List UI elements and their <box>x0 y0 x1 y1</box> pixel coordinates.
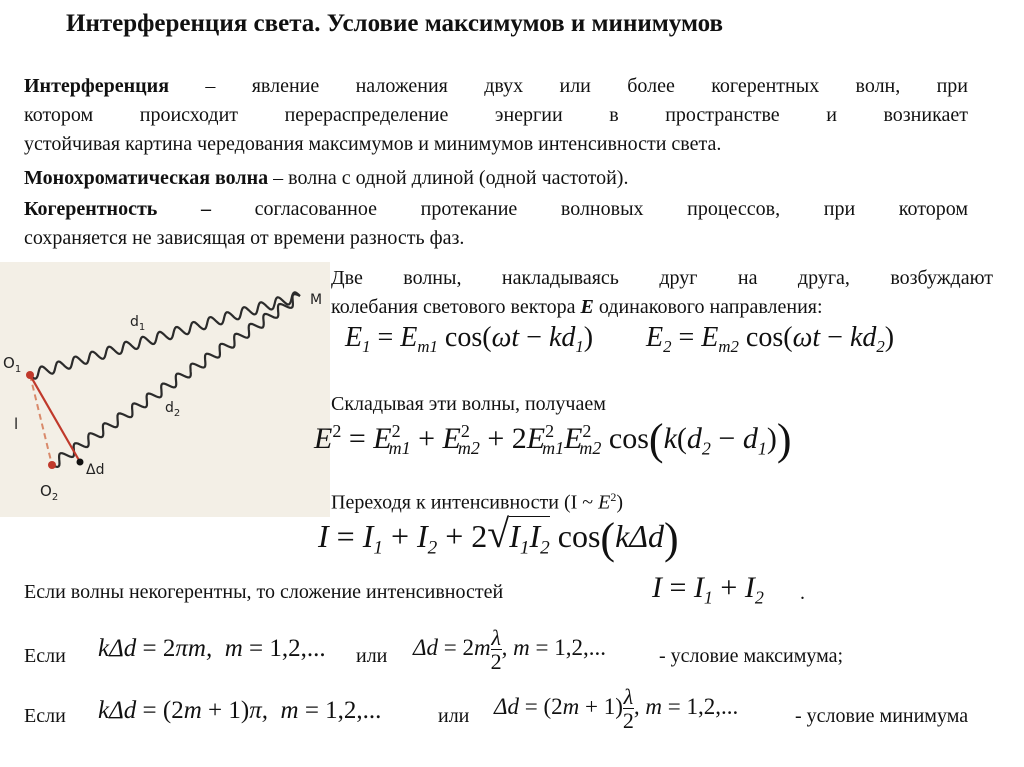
label-l: l <box>14 415 19 433</box>
equation-e2: $E_2 = E_{m2}$ $\cos(\omega t - kd_2)$ <box>646 322 895 356</box>
vector-e: E <box>580 296 594 318</box>
label-d1: $d_1$ <box>130 314 146 333</box>
label-d2: $d_2$ <box>165 400 181 419</box>
min-condition-label: - условие минимума <box>795 705 969 727</box>
term-coherence: Когерентность – <box>24 198 211 220</box>
label-o1: $O_1$ <box>3 354 22 375</box>
definition-coherence: Когерентность – согласованное протекание волновых процессов, при котором <box>24 198 968 220</box>
label-o2: $O_2$ <box>40 482 59 503</box>
intensity-text: Переходя к интенсивности (I ~ $E^2$) <box>331 490 623 514</box>
equation-intensity: $I = I_1 + I_2 + 2√I_1I_2$ cos(kΔd) <box>318 511 679 563</box>
coherence-line2: сохраняется не зависящая от времени разность фаз. <box>24 227 465 249</box>
label-delta-d: Δd <box>86 462 105 478</box>
equation-incoherent: $I = I_1 + I_2$ <box>652 571 764 608</box>
incoherent-text: Если волны некогерентны, то сложение интенсивностей <box>24 581 504 603</box>
min-if-label: Если <box>24 705 66 727</box>
interference-line1: явление наложения двух или более когерентных волн, при <box>251 75 969 97</box>
equation-e-squared: $E^2 = E^2_{m1} + E^2_{m2} + 2E^2_{m1}E^2_{m2}$ $\cos(k(d_2 - d_1))$ <box>314 415 792 464</box>
adding-text: Складывая эти волны, получаем <box>331 393 606 415</box>
diagram-background <box>0 262 330 517</box>
min-condition-phase: kΔd = (2m + 1)π, m = 1,2,... <box>98 697 382 724</box>
term-monochromatic: Монохроматическая волна <box>24 167 269 189</box>
wave-diagram <box>0 262 330 517</box>
page-title: Интерференция света. Условие максимумов и минимумов <box>66 10 724 37</box>
min-or-label: или <box>438 705 470 727</box>
min-condition-path: Δd = (2m + 1) $\frac{\lambda}{2}$ , m = 1,2,... <box>494 684 739 734</box>
equation-e1: $E_1 = E_{m1}$ $\cos(\omega t - kd_1)$ <box>345 322 594 356</box>
incoherent-dot: . <box>800 582 805 604</box>
term-interference: Интерференция <box>24 75 170 97</box>
source-o2-point <box>48 461 56 469</box>
max-condition-phase: kΔd = 2πm, m = 1,2,... <box>98 635 326 662</box>
waves-text-line2: колебания светового вектора E одинакового направления: <box>331 296 823 318</box>
definition-interference: Интерференция – явление наложения двух или более когерентных волн, при <box>24 75 969 97</box>
definition-monochromatic: Монохроматическая волна – волна с одной длиной (одной частотой). <box>24 167 629 189</box>
label-m: M <box>310 292 323 308</box>
max-condition-label: - условие максимума; <box>659 645 844 667</box>
max-condition-path: Δd = 2m $\frac{\lambda}{2}$ , m = 1,2,... <box>413 625 606 675</box>
source-o1-point <box>26 371 34 379</box>
delta-d-point <box>77 459 84 466</box>
max-if-label: Если <box>24 645 66 667</box>
interference-line3: устойчивая картина чередования максимумов и минимумов интенсивности света. <box>24 133 722 155</box>
max-or-label: или <box>356 645 388 667</box>
interference-line2: котором происходит перераспределение энергии в пространстве и возникает <box>24 104 968 126</box>
waves-text-line1: Две волны, накладываясь друг на друга, возбуждают <box>331 267 993 289</box>
